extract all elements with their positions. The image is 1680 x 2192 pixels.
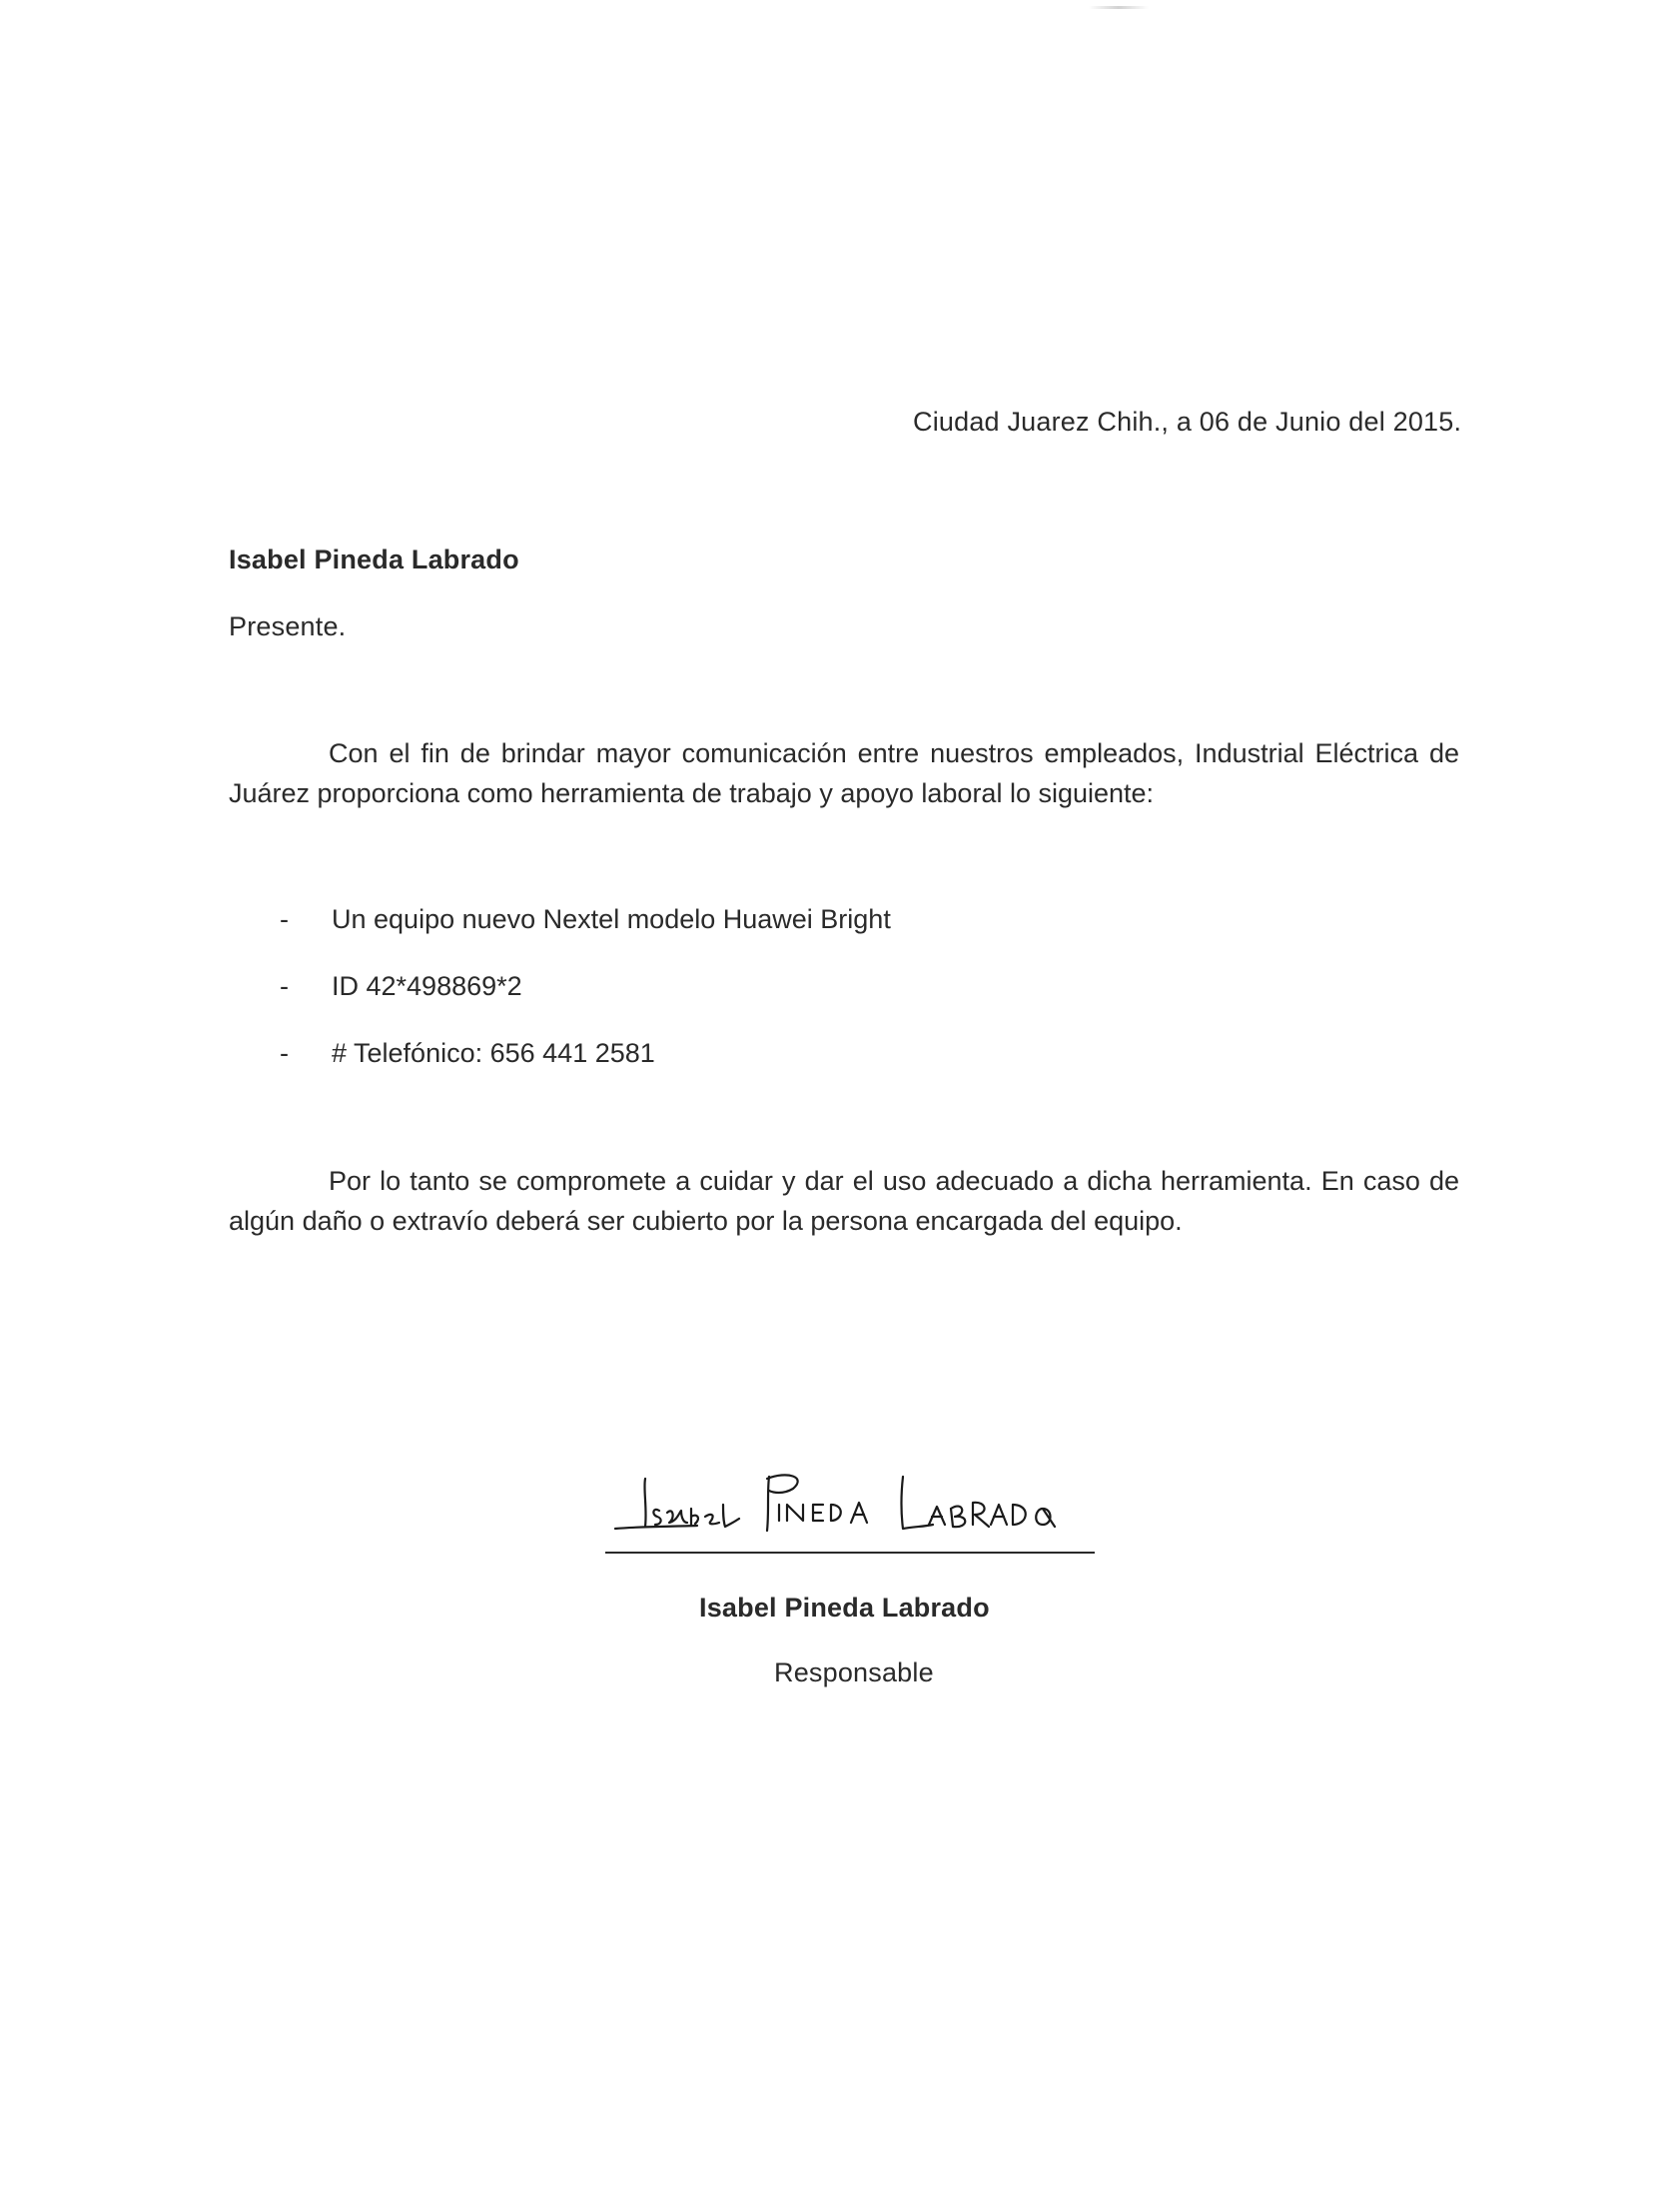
scan-artifact [1089,6,1149,9]
list-bullet: - [280,904,289,934]
body-paragraph-commitment: Por lo tanto se compromete a cuidar y dar el uso adecuado a dicha herramienta. En caso de algún daño o extravío deberá ser cubierto por la persona encargada del equipo. [229,1166,1459,1236]
recipient-name: Isabel Pineda Labrado [229,545,519,574]
list-item [280,899,891,966]
handwritten-signature [607,1469,1077,1539]
signature-line [605,1552,1095,1554]
greeting: Presente. [229,611,347,641]
list-bullet: - [280,1038,289,1068]
list-item [280,1033,891,1100]
list-item-text: # Telefónico: 656 441 2581 [332,1038,655,1068]
list-bullet: - [280,971,289,1001]
signer-role: Responsable [774,1657,934,1687]
signer-name: Isabel Pineda Labrado [699,1593,990,1623]
list-item-text: ID 42*498869*2 [332,971,522,1001]
equipment-list [280,899,891,1100]
list-item [280,966,891,1033]
list-item-text: Un equipo nuevo Nextel modelo Huawei Bright [332,904,891,934]
body-paragraph-intro: Con el fin de brindar mayor comunicación entre nuestros empleados, Industrial Eléctrica de Juárez proporciona como herramienta de trabajo y apoyo laboral lo siguiente: [229,738,1459,808]
place-date: Ciudad Juarez Chih., a 06 de Junio del 2015. [913,407,1462,437]
